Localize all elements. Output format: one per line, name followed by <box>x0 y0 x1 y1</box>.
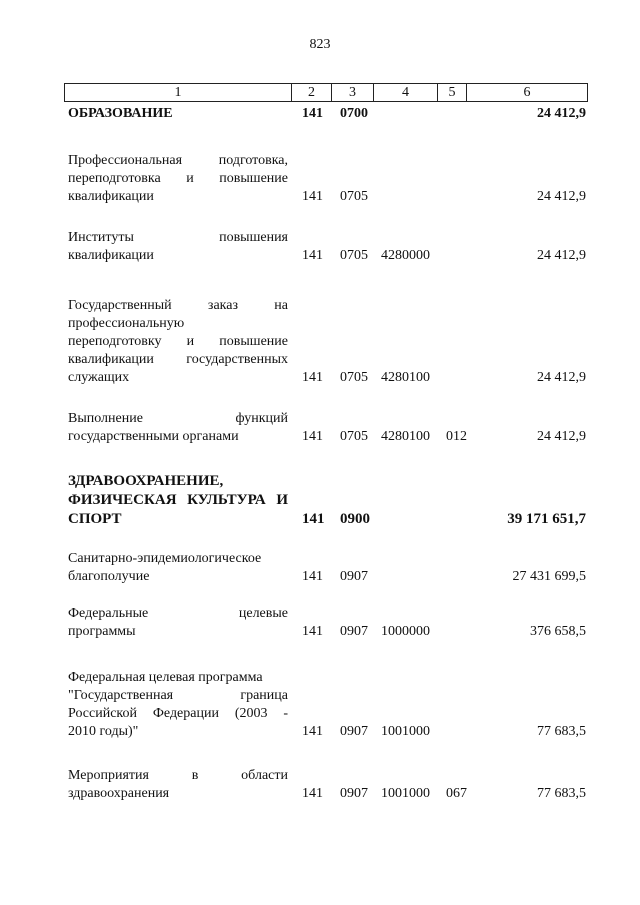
cell-col4: 1001000 <box>381 786 430 801</box>
cell-col3: 0907 <box>340 624 368 639</box>
cell-col2: 141 <box>302 370 323 385</box>
cell-col2: 141 <box>302 624 323 639</box>
cell-col4: 4280100 <box>381 429 430 444</box>
cell-col2: 141 <box>302 429 323 444</box>
cell-col3: 0907 <box>340 724 368 739</box>
column-header-5: 5 <box>438 84 467 101</box>
column-header-row <box>64 83 588 102</box>
row-name: Мероприятия в области здравоохранения <box>68 768 288 801</box>
column-header-4: 4 <box>374 84 438 101</box>
cell-col2: 141 <box>302 106 323 121</box>
cell-col2: 141 <box>302 189 323 204</box>
column-header-6: 6 <box>523 85 531 100</box>
row-name: Федеральная целевая программа "Государственная граница Российской Федерации (2003 - 2010 годы)" <box>68 670 288 739</box>
cell-col6: 24 412,9 <box>537 429 586 444</box>
row-name: ЗДРАВООХРАНЕНИЕ, ФИЗИЧЕСКАЯ КУЛЬТУРА И СПОРТ <box>68 473 288 527</box>
cell-col2: 141 <box>302 724 323 739</box>
cell-col4: 1000000 <box>381 624 430 639</box>
row-name: Федеральные целевые программы <box>68 606 288 639</box>
cell-col6: 24 412,9 <box>537 248 586 263</box>
cell-col2: 141 <box>302 569 323 584</box>
cell-col4: 1001000 <box>381 724 430 739</box>
cell-col5: 067 <box>446 786 467 801</box>
cell-col3: 0705 <box>340 248 368 263</box>
cell-col6: 39 171 651,7 <box>507 511 586 527</box>
cell-col6: 27 431 699,5 <box>512 569 586 584</box>
cell-col3: 0900 <box>340 511 370 527</box>
cell-col3: 0700 <box>340 106 368 121</box>
cell-col2: 141 <box>302 248 323 263</box>
cell-col2: 141 <box>302 511 325 527</box>
cell-col6: 77 683,5 <box>537 724 586 739</box>
cell-col6: 24 412,9 <box>537 106 586 121</box>
cell-col3: 0907 <box>340 786 368 801</box>
column-header-2: 2 <box>292 84 332 101</box>
page-number: 823 <box>309 37 331 52</box>
cell-col3: 0705 <box>340 189 368 204</box>
cell-col3: 0907 <box>340 569 368 584</box>
column-header-3: 3 <box>332 84 374 101</box>
cell-col5: 012 <box>446 429 467 444</box>
row-name: Выполнение функций государственными органами <box>68 411 288 444</box>
cell-col6: 77 683,5 <box>537 786 586 801</box>
row-name: ОБРАЗОВАНИЕ <box>68 106 173 121</box>
column-header-1: 1 <box>65 84 292 101</box>
cell-col4: 4280000 <box>381 248 430 263</box>
cell-col4: 4280100 <box>381 370 430 385</box>
row-name: Институты повышения квалификации <box>68 230 288 263</box>
cell-col3: 0705 <box>340 429 368 444</box>
row-name: Профессиональная подготовка, переподготовка и повышение квалификации <box>68 153 288 204</box>
cell-col6: 24 412,9 <box>537 189 586 204</box>
row-name: Санитарно-эпидемиологическое благополучие <box>68 551 262 584</box>
cell-col6: 24 412,9 <box>537 370 586 385</box>
cell-col3: 0705 <box>340 370 368 385</box>
cell-col2: 141 <box>302 786 323 801</box>
row-name: Государственный заказ на профессиональную переподготовку и повышение квалификации государственных служащих <box>68 298 288 385</box>
cell-col6: 376 658,5 <box>530 624 586 639</box>
